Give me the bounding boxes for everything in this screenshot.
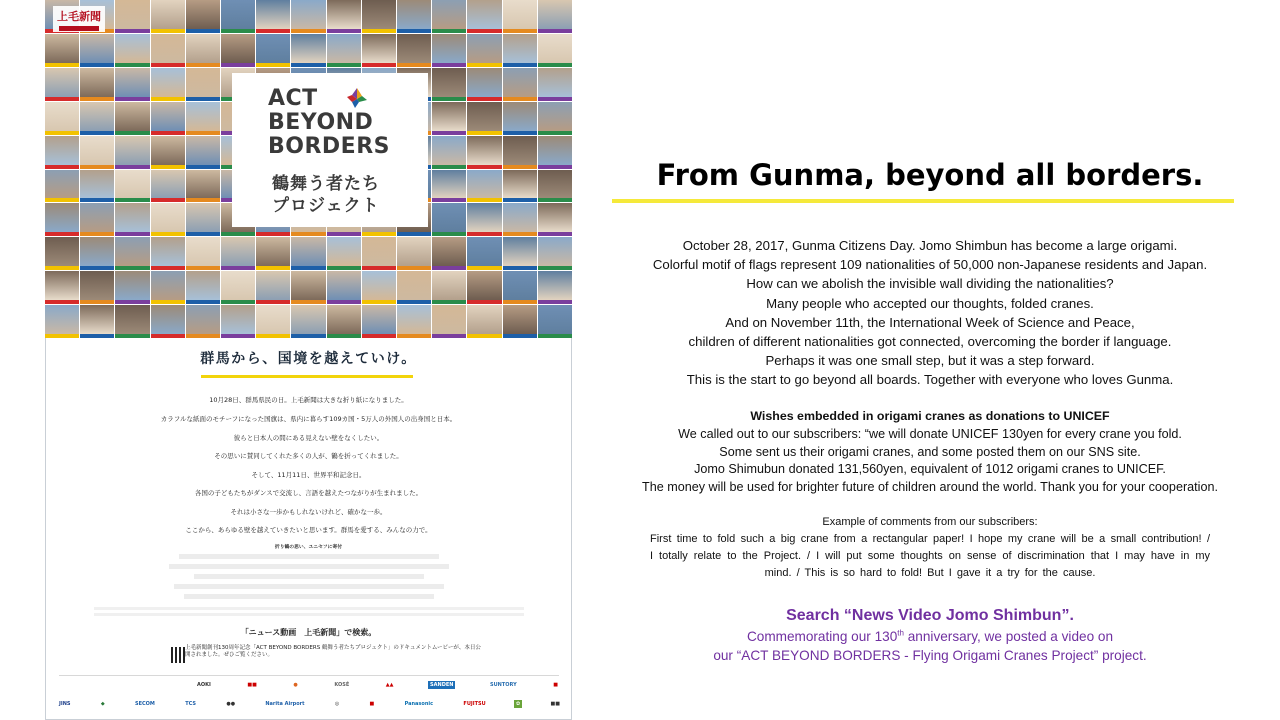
poster-story-line: 彼らと日本人の間にある見えない壁をなくしたい。	[233, 434, 384, 442]
photo-tile	[115, 0, 149, 33]
photo-tile	[467, 170, 501, 203]
sponsor-logo-mark: ◆	[100, 701, 105, 707]
photo-tile	[432, 237, 466, 270]
comments-title: Example of comments from our subscribers:	[822, 516, 1038, 528]
photo-tile	[45, 170, 79, 203]
photo-tile	[327, 305, 361, 338]
photo-tile	[80, 34, 114, 67]
sponsor-logo-mark: ●	[293, 682, 298, 688]
sponsor-logo: SANDEN	[430, 682, 454, 688]
sponsor-logo: FUJITSU	[463, 701, 486, 707]
photo-tile	[327, 237, 361, 270]
sponsor-logo: Narita Airport	[265, 701, 305, 707]
photo-tile	[503, 34, 537, 67]
photo-tile	[538, 237, 572, 270]
donation-title: Wishes embedded in origami cranes as donations to UNICEF	[750, 409, 1110, 423]
story-line: Many people who accepted our thoughts, folded cranes.	[766, 295, 1094, 311]
photo-tile	[115, 305, 149, 338]
photo-tile	[115, 102, 149, 135]
photo-tile	[538, 0, 572, 33]
photo-tile	[327, 34, 361, 67]
story-line: And on November 11th, the International Week of Science and Peace,	[725, 314, 1135, 330]
photo-tile	[503, 0, 537, 33]
masthead-tagline-bar	[59, 26, 99, 31]
photo-tile	[291, 271, 325, 304]
sponsor-logo-mark: ■■	[550, 701, 560, 707]
sponsor-logo-mark: ■■	[247, 682, 257, 688]
photo-tile	[432, 305, 466, 338]
photo-tile	[503, 170, 537, 203]
photo-tile	[151, 305, 185, 338]
video-line-1-post: anniversary, we posted a video on	[903, 629, 1114, 644]
sponsor-logo-mark: ✿	[516, 701, 521, 707]
photo-tile	[467, 68, 501, 101]
photo-tile	[45, 237, 79, 270]
photo-tile	[80, 237, 114, 270]
story-line: This is the start to go beyond all boards. Together with everyone who loves Gunma.	[686, 372, 1174, 388]
photo-tile	[503, 237, 537, 270]
photo-tile	[151, 271, 185, 304]
poster-movie-line: 上毛新聞創刊130周年記念「ACT BEYOND BORDERS 鶴舞う者たちプロジェクト」のドキュメントムービーが、本日公開されました。ぜひご覧ください。	[185, 645, 481, 658]
logo-english	[268, 87, 390, 159]
photo-tile	[467, 237, 501, 270]
photo-tile	[221, 34, 255, 67]
poster-headline-underline	[201, 375, 413, 378]
story-line: children of different nationalities got connected, overcoming the border if language.	[688, 334, 1172, 350]
comments-body: First time to fold such a big crane from a rectangular paper! I hope my crane will be a small contribution! / I totally relate to the Project. / I will put some thoughts on sense of discrimination that I may have in my mind. / This is so hard to fold! But I gave it a try for the cause.	[650, 533, 1210, 579]
photo-tile	[256, 237, 290, 270]
sponsor-logos-row1	[195, 681, 560, 689]
sponsor-divider	[59, 675, 559, 676]
photo-tile	[186, 203, 220, 236]
sponsor-logo-mark: ■	[553, 682, 558, 688]
photo-tile	[45, 34, 79, 67]
photo-tile	[256, 34, 290, 67]
photo-tile	[467, 34, 501, 67]
photo-tile	[186, 102, 220, 135]
photo-tile	[151, 136, 185, 169]
photo-tile	[362, 0, 396, 33]
newspaper-masthead	[53, 6, 105, 32]
poster-search-line: 「ニュース動画 上毛新聞」で検索。	[240, 628, 377, 637]
photo-tile	[221, 237, 255, 270]
photo-tile	[432, 34, 466, 67]
photo-tile	[45, 102, 79, 135]
photo-tile	[467, 271, 501, 304]
sponsor-logo-mark: ●●	[226, 701, 236, 707]
photo-tile	[327, 0, 361, 33]
photo-tile	[256, 0, 290, 33]
photo-tile	[221, 0, 255, 33]
photo-tile	[80, 203, 114, 236]
photo-tile	[80, 271, 114, 304]
photo-tile	[538, 203, 572, 236]
photo-tile	[151, 237, 185, 270]
photo-tile	[503, 102, 537, 135]
photo-tile	[432, 68, 466, 101]
photo-tile	[80, 136, 114, 169]
photo-tile	[186, 237, 220, 270]
photo-tile	[432, 136, 466, 169]
photo-tile	[80, 102, 114, 135]
sponsor-logo-mark: ▲▲	[385, 682, 394, 688]
campaign-logo	[232, 73, 428, 227]
photo-tile	[151, 102, 185, 135]
photo-tile	[503, 68, 537, 101]
poster-story-line: 各国の子どもたちがダンスで交流し、言語を越えたつながりが生まれました。	[194, 489, 423, 497]
photo-tile	[538, 271, 572, 304]
sponsor-logo: SECOM	[135, 701, 155, 707]
photo-tile	[397, 305, 431, 338]
photo-tile	[186, 305, 220, 338]
photo-tile	[80, 170, 114, 203]
photo-tile	[151, 0, 185, 33]
photo-tile	[362, 34, 396, 67]
logo-word-beyond: BEYOND	[268, 110, 374, 135]
story-line: Perhaps it was one small step, but it was a step forward.	[765, 353, 1095, 369]
photo-tile	[115, 271, 149, 304]
photo-tile	[538, 305, 572, 338]
photo-tile	[432, 102, 466, 135]
donation-line: The money will be used for brighter future of children around the world. Thank you for your cooperation.	[642, 480, 1218, 495]
photo-tile	[221, 305, 255, 338]
photo-tile	[151, 34, 185, 67]
video-line-2: our “ACT BEYOND BORDERS - Flying Origami Cranes Project” project.	[713, 648, 1147, 663]
donation-line: We called out to our subscribers: “we will donate UNICEF 130yen for every crane you fold.	[678, 426, 1182, 441]
photo-tile	[362, 237, 396, 270]
page-headline: From Gunma, beyond all borders.	[656, 158, 1204, 192]
photo-tile	[503, 136, 537, 169]
comments-section	[612, 514, 1248, 582]
headline-underline	[612, 199, 1234, 203]
photo-tile	[186, 136, 220, 169]
story-paragraph	[612, 236, 1248, 390]
photo-tile	[362, 271, 396, 304]
photo-tile	[467, 305, 501, 338]
photo-tile	[45, 271, 79, 304]
newspaper-poster-image	[45, 0, 572, 720]
sponsor-logos-row2	[57, 700, 562, 708]
photo-tile	[503, 305, 537, 338]
donation-line: Jomo Shimubun donated 131,560yen, equivalent of 1012 origami cranes to UNICEF.	[694, 462, 1166, 477]
photo-tile	[115, 68, 149, 101]
photo-tile	[115, 136, 149, 169]
video-line-1-pre: Commemorating our 130	[746, 629, 898, 644]
photo-tile	[327, 271, 361, 304]
logo-japanese-line1: 鶴舞う者たち	[272, 174, 380, 194]
photo-tile	[538, 136, 572, 169]
photo-tile	[291, 237, 325, 270]
photo-tile	[397, 271, 431, 304]
photo-tile	[503, 203, 537, 236]
photo-tile	[256, 271, 290, 304]
photo-tile	[432, 170, 466, 203]
donation-section	[612, 408, 1248, 497]
poster-story-line: その思いに賛同してくれた多くの人が、鶴を折ってくれました。	[214, 452, 403, 460]
video-search-line: Search “News Video Jomo Shimbun”.	[786, 607, 1074, 624]
video-section	[612, 605, 1248, 665]
masthead-name: 上毛新聞	[57, 10, 101, 23]
donation-line: Some sent us their origami cranes, and some posted them on our SNS site.	[719, 444, 1141, 459]
video-line-1-ordinal: th	[897, 628, 904, 638]
photo-tile	[538, 34, 572, 67]
photo-tile	[432, 271, 466, 304]
video-line-1	[612, 627, 1248, 646]
poster-story-line: カラフルな紙面のモチーフになった国旗は、県内に暮らす109カ国・5万人の外国人の出身国と日本。	[160, 415, 457, 423]
photo-tile	[467, 102, 501, 135]
photo-tile	[186, 170, 220, 203]
photo-tile	[397, 237, 431, 270]
photo-tile	[45, 305, 79, 338]
poster-story-line: そして、11月11日、世界平和記念日。	[251, 471, 366, 479]
sponsor-logo: AOKI	[197, 682, 211, 688]
photo-tile	[186, 68, 220, 101]
photo-tile	[115, 203, 149, 236]
photo-tile	[538, 170, 572, 203]
photo-tile	[45, 68, 79, 101]
photo-tile	[362, 305, 396, 338]
logo-word-borders: BORDERS	[268, 134, 390, 159]
photo-tile	[291, 305, 325, 338]
photo-tile	[432, 0, 466, 33]
photo-tile	[467, 203, 501, 236]
photo-tile	[291, 0, 325, 33]
poster-unicef-title: 折り鶴の思い、ユニセフに寄付	[274, 545, 343, 550]
story-line: How can we abolish the invisible wall dividing the nationalities?	[746, 276, 1114, 292]
story-line: October 28, 2017, Gunma Citizens Day. Jomo Shimbun has become a large origami.	[682, 238, 1178, 253]
photo-tile	[186, 0, 220, 33]
poster-fine-print	[45, 554, 572, 616]
photo-tile	[186, 34, 220, 67]
logo-word-act: ACT	[268, 86, 318, 111]
photo-tile	[538, 102, 572, 135]
photo-tile	[45, 136, 79, 169]
photo-tile	[397, 0, 431, 33]
sponsor-logo: JINS	[59, 701, 71, 707]
poster-headline-jp: 群馬から、国境を越えていけ。	[200, 351, 417, 367]
sponsor-logo: Panasonic	[404, 701, 434, 707]
story-line: Colorful motif of flags represent 109 nationalities of 50,000 non-Japanese residents and Japan.	[652, 257, 1208, 273]
poster-body	[45, 340, 572, 720]
poster-story-line: 10月28日、群馬県民の日。上毛新聞は大きな折り紙になりました。	[209, 396, 408, 404]
photo-tile	[45, 203, 79, 236]
photo-tile	[151, 203, 185, 236]
sponsor-logo: SUNTORY	[490, 682, 517, 688]
photo-tile	[115, 170, 149, 203]
photo-tile	[221, 271, 255, 304]
photo-tile	[432, 203, 466, 236]
photo-tile	[186, 271, 220, 304]
photo-tile	[467, 136, 501, 169]
photo-tile	[80, 68, 114, 101]
poster-story-line: ここから、あらゆる壁を越えていきたいと思います。群馬を愛する、みんなの力で。	[185, 526, 432, 534]
sponsor-logo-mark: ◎	[334, 701, 340, 707]
sponsor-logo-mark: ■	[369, 701, 375, 707]
origami-crane-icon	[346, 87, 368, 109]
photo-tile	[115, 237, 149, 270]
poster-story-line: それは小さな一歩かもしれないけれど、確かな一歩。	[230, 508, 387, 516]
photo-tile	[256, 305, 290, 338]
photo-tile	[467, 0, 501, 33]
photo-tile	[151, 68, 185, 101]
sponsor-logo: TCS	[185, 701, 197, 707]
photo-tile	[291, 34, 325, 67]
photo-tile	[80, 305, 114, 338]
photo-tile	[538, 68, 572, 101]
photo-tile	[115, 34, 149, 67]
logo-japanese-line2: プロジェクト	[272, 196, 380, 216]
photo-tile	[151, 170, 185, 203]
photo-tile	[397, 34, 431, 67]
sponsor-logo: KOSÉ	[334, 682, 350, 688]
photo-tile	[503, 271, 537, 304]
